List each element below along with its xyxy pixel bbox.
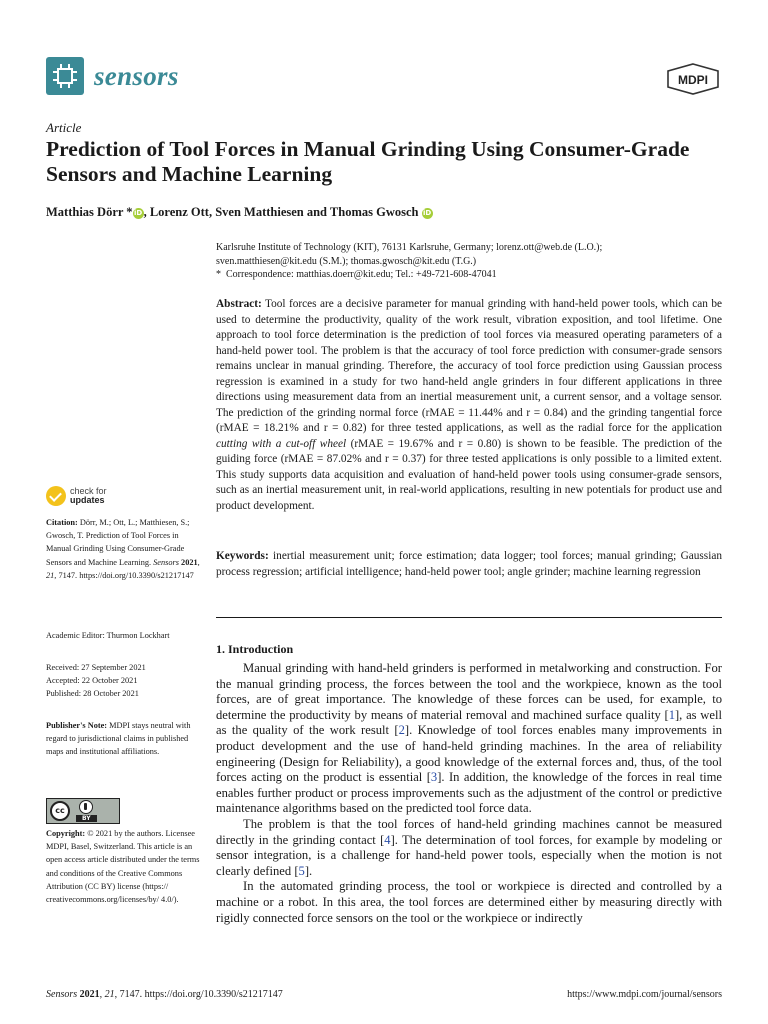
academic-editor: Academic Editor: Thurmon Lockhart bbox=[46, 631, 170, 640]
checkmark-icon bbox=[46, 486, 66, 506]
dates-block bbox=[46, 661, 202, 701]
abstract bbox=[216, 297, 722, 514]
received-date: Received: 27 September 2021 bbox=[46, 663, 146, 672]
journal-logo[interactable] bbox=[46, 57, 179, 95]
accepted-date: Accepted: 22 October 2021 bbox=[46, 676, 138, 686]
footer-citation: Sensors 2021, 21, 7147. https://doi.org/10.3390/s21217147 bbox=[46, 989, 283, 1000]
attribution-icon bbox=[79, 800, 93, 814]
affiliations bbox=[216, 241, 726, 282]
correspondence-text: Correspondence: matthias.doerr@kit.edu; Tel.: +49-721-608-47041 bbox=[226, 269, 497, 281]
reference-link[interactable]: 1 bbox=[668, 707, 675, 722]
abstract-italic: cutting with a cut-off wheel bbox=[216, 437, 347, 450]
correspondence-marker: * bbox=[216, 269, 221, 281]
keywords-text: inertial measurement unit; force estimation; data logger; tool forces; manual grinding; Gaussian process regression; artificial intelligence; hand-held power tool; angle grinder; machine learning regression bbox=[216, 550, 722, 578]
reference-link[interactable]: 4 bbox=[384, 832, 391, 847]
paragraph: Manual grinding with hand-held grinders is performed in metalworking and construction. For the manual grinding process, the forces between the tool and the workpiece, known as the tool forces, are of great importance. The knowledge of these forces can be used, for example, to determine the productivity by means of material removal and machined surface quality [1], as well as the quality of the work result [2]. Knowledge of tool forces enables many improvements in product development and the use of hand-held grinding machines. In the area of reliability engineering (Design for Reliability), a good knowledge of the external forces and, thus, of the tool forces acting on the product is essential [3]. In addition, the knowledge of the forces in real time enables further product or process improvements such as the adjustment of the control or predictive maintenance algorithms based on the predicted tool force data. bbox=[216, 661, 723, 816]
footer-journal-url[interactable]: https://www.mdpi.com/journal/sensors bbox=[567, 989, 722, 1000]
section-heading: 1. Introduction bbox=[216, 642, 294, 656]
correspondence-line bbox=[216, 268, 726, 282]
updates-line2: updates bbox=[70, 495, 105, 505]
keywords-label: Keywords: bbox=[216, 550, 269, 562]
orcid-icon[interactable]: iD bbox=[422, 209, 432, 217]
paragraph: In the automated grinding process, the tool or workpiece is directed and controlled by a machine or a robot. In this area, the tool forces are determined either by measuring directly with rigidly connected force sensors on the tool or the workpiece or indirectly bbox=[216, 879, 722, 925]
citation-label: Citation: bbox=[46, 518, 78, 527]
article-title: Prediction of Tool Forces in Manual Grinding Using Consumer-Grade Sensors and Machine Learning bbox=[46, 137, 690, 186]
reference-link[interactable]: 3 bbox=[430, 770, 438, 785]
copyright-label: Copyright: bbox=[46, 829, 86, 838]
publisher-note-label: Publisher's Note: bbox=[46, 721, 108, 730]
published-date: Published: 28 October 2021 bbox=[46, 689, 139, 699]
mdpi-logo[interactable] bbox=[665, 63, 721, 95]
reference-link[interactable]: 5 bbox=[298, 863, 305, 878]
by-label: BY bbox=[76, 815, 97, 822]
abstract-text: Tool forces are a decisive parameter for manual grinding with hand-held power tools, which can be used to determine the productivity, quality of the work result, vibration exposition, and tool lifetime. One approach to tool force determination is the prediction of tool forces via measured operating parameters of a hand-held power tool. The problem is that the accuracy of tool force prediction with consumer-grade sensors remains unclear in manual grinding. Therefore, the accuracy of tool force prediction using Gaussian process regression is examined in a study for two hand-held angle grinders in four different applications in three directions using measurement data from an inertial measurement unit, a current sensor, and a voltage sensor. The prediction of the grinding normal force (rMAE = 11.44% and r = 0.84) and the grinding tangential force (rMAE = 18.21% and r = 0.82) for three tested applications, as well as the radial force for the application bbox=[216, 298, 722, 434]
abstract-label: Abstract: bbox=[216, 298, 262, 310]
author-list bbox=[46, 205, 433, 220]
cc-by-license-icon[interactable] bbox=[46, 798, 120, 824]
author-first: Matthias Dörr * bbox=[46, 205, 133, 219]
article-type: Article bbox=[46, 120, 82, 135]
journal-name: sensors bbox=[94, 60, 179, 91]
mdpi-logo-text: MDPI bbox=[678, 73, 708, 87]
abstract-text-cont: (rMAE = 19.67% and r = 0.80) is shown to be feasible. The prediction of the guiding force (rMAE = 87.02% and r = 0.37) for three tested applications is only possible to a limited extent. This study supports data acquisition and evaluation of hand-held power tools using consumer-grade sensors, such as an inertial measurement unit, in real-world applications, resulting in new potentials for product use and product development. bbox=[216, 437, 722, 512]
cc-icon: cc bbox=[50, 801, 70, 821]
introduction-body bbox=[216, 661, 722, 926]
sensors-chip-icon bbox=[46, 57, 84, 95]
copyright-block: Copyright: © 2021 by the authors. Licensee MDPI, Basel, Switzerland. This article is an open access article distributed under the terms and conditions of the Creative Commons Attribution (CC BY) license (https:// creativecommons.org/licenses/by/ 4.0/). bbox=[46, 829, 200, 905]
affiliation-line: sven.matthiesen@kit.edu (S.M.); thomas.gwosch@kit.edu (T.G.) bbox=[216, 255, 477, 267]
orcid-icon[interactable]: iD bbox=[133, 209, 143, 217]
updates-line1: check for bbox=[70, 485, 107, 496]
citation-block: Citation: Dörr, M.; Ott, L.; Matthiesen, S.; Gwosch, T. Prediction of Tool Forces in Manual Grinding Using Consumer-Grade Sensors and Machine Learning. Sensors 2021, 21, 7147. https://doi.org/10.3390/s21217147 bbox=[46, 518, 200, 580]
affiliation-line: Karlsruhe Institute of Technology (KIT), 76131 Karlsruhe, Germany; lorenz.ott@web.de (L.O.); bbox=[216, 242, 603, 253]
section-divider bbox=[216, 617, 722, 618]
paragraph: The problem is that the tool forces of hand-held grinding machines cannot be measured directly in the grinding contact [4]. The determination of tool forces, for example by modeling or sensor integration, is a challenge for hand-held power tools, especially when the motion is not clearly defined [5]. bbox=[216, 816, 722, 878]
reference-link[interactable]: 2 bbox=[398, 723, 405, 738]
author-rest: , Lorenz Ott, Sven Matthiesen and Thomas Gwosch bbox=[143, 205, 419, 219]
publisher-note: Publisher's Note: MDPI stays neutral with regard to jurisdictional claims in published maps and institutional affiliations. bbox=[46, 721, 191, 757]
check-for-updates-button[interactable] bbox=[46, 486, 107, 506]
keywords bbox=[216, 549, 722, 580]
